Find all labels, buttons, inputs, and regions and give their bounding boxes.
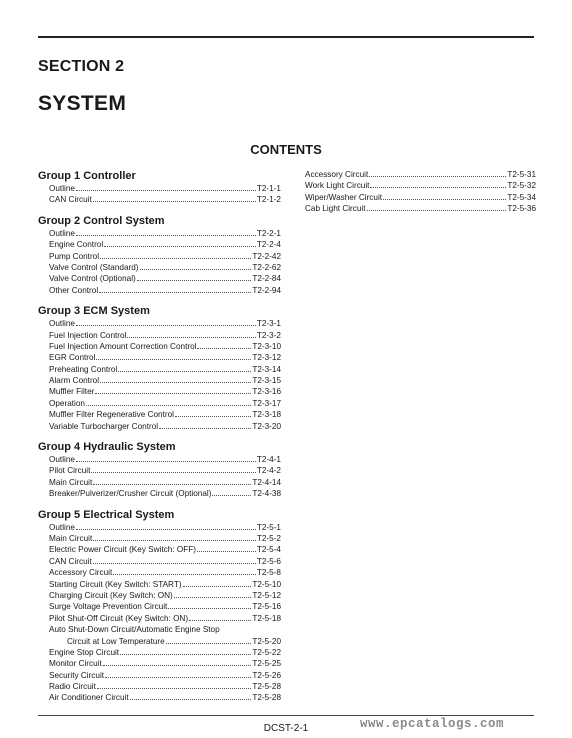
- dot-leader: [367, 203, 507, 211]
- toc-entry-label: Accessory Circuit: [305, 170, 369, 179]
- toc-entry[interactable]: [38, 544, 281, 555]
- toc-entry-label: Air Conditioner Circuit: [49, 693, 129, 703]
- toc-entry-label: Radio Circuit: [49, 682, 96, 692]
- dot-leader: [118, 364, 251, 372]
- dot-leader: [197, 544, 256, 552]
- dot-leader: [100, 375, 251, 383]
- toc-entry[interactable]: [38, 239, 281, 250]
- toc-entry[interactable]: [38, 341, 281, 352]
- toc-entry-label: Valve Control (Optional): [49, 274, 136, 284]
- dot-leader: [127, 330, 256, 338]
- dot-leader: [103, 658, 252, 666]
- toc-entry[interactable]: [38, 556, 281, 567]
- toc-entry-page: T2-5-12: [252, 590, 281, 600]
- toc-entry-label: Electric Power Circuit (Key Switch: OFF): [49, 545, 196, 555]
- toc-entry-page: T2-5-28: [252, 682, 281, 692]
- dot-leader: [93, 533, 256, 541]
- toc-entry[interactable]: [38, 488, 281, 499]
- toc-entry-page: T2-1-2: [256, 195, 281, 205]
- toc-entry[interactable]: [38, 421, 281, 432]
- toc-entry-page: T2-5-26: [252, 670, 281, 680]
- toc-entry[interactable]: [38, 658, 281, 669]
- toc-entry[interactable]: [38, 454, 281, 465]
- toc-entry-label: Pump Control: [49, 251, 100, 261]
- dot-leader: [137, 273, 252, 281]
- toc-entry-page: T2-5-22: [252, 647, 281, 657]
- toc-entry[interactable]: [305, 192, 536, 203]
- toc-entry-label: Breaker/Pulverizer/Crusher Circuit (Optional): [49, 489, 212, 499]
- dot-leader: [95, 386, 251, 394]
- toc-group-title[interactable]: Group 5 Electrical System: [38, 508, 175, 521]
- toc-entry-page: T2-3-2: [256, 330, 281, 340]
- toc-entry[interactable]: [38, 465, 281, 476]
- dot-leader: [175, 409, 251, 417]
- dot-leader: [183, 579, 252, 587]
- toc-entry-page: T2-4-1: [256, 455, 281, 465]
- toc-entry-label: Outline: [49, 455, 75, 465]
- toc-entry[interactable]: [305, 203, 536, 214]
- toc-entry[interactable]: [38, 590, 281, 601]
- toc-group-title[interactable]: Group 3 ECM System: [38, 305, 150, 318]
- toc-entry-page: T2-3-17: [252, 398, 281, 408]
- dot-leader: [369, 169, 506, 177]
- toc-entry[interactable]: [38, 477, 281, 488]
- toc-entry-label: Pilot Circuit: [49, 466, 91, 476]
- dot-leader: [105, 670, 251, 678]
- toc-entry-page: T2-5-18: [252, 613, 281, 623]
- toc-entry[interactable]: [38, 409, 281, 420]
- toc-entry-label: Surge Voltage Prevention Circuit: [49, 602, 168, 612]
- toc-group-title[interactable]: Group 2 Control System: [38, 214, 165, 227]
- toc-left-column: [38, 169, 281, 704]
- toc-entry-label: Outline: [49, 522, 75, 532]
- toc-group-title[interactable]: Group 1 Controller: [38, 170, 136, 182]
- toc-entry-page: T2-2-84: [252, 274, 281, 284]
- toc-entry-label: Preheating Control: [49, 364, 118, 374]
- dot-leader: [93, 477, 251, 485]
- toc-entry-page: T2-2-4: [256, 240, 281, 250]
- toc-entry[interactable]: [38, 330, 281, 341]
- dot-leader: [113, 567, 256, 575]
- toc-entry[interactable]: [305, 180, 536, 191]
- dot-leader: [120, 647, 251, 655]
- toc-entry-label: Starting Circuit (Key Switch: START): [49, 579, 182, 589]
- toc-entry-label: Muffler Filter Regenerative Control: [49, 410, 174, 420]
- toc-entry-label: EGR Control: [49, 353, 96, 363]
- dot-leader: [100, 251, 251, 259]
- dot-leader: [166, 636, 252, 644]
- toc-entry-page: T2-5-16: [252, 602, 281, 612]
- contents-heading: CONTENTS: [250, 142, 322, 157]
- dot-leader: [370, 180, 506, 188]
- toc-entry-label: Monitor Circuit: [49, 659, 102, 669]
- toc-entry[interactable]: [38, 533, 281, 544]
- dot-leader: [97, 681, 251, 689]
- toc-entry-page: T2-4-38: [252, 489, 281, 499]
- dot-leader: [76, 318, 256, 326]
- toc-entry[interactable]: [38, 681, 281, 692]
- toc-entry-page: T2-3-15: [252, 376, 281, 386]
- toc-entry-label: Operation: [49, 398, 85, 408]
- dot-leader: [96, 352, 251, 360]
- top-rule: [38, 36, 534, 38]
- toc-group: [38, 440, 281, 500]
- toc-entry-label: CAN Circuit: [49, 195, 92, 205]
- toc-entry-label: Outline: [49, 184, 75, 193]
- dot-leader: [383, 192, 506, 200]
- dot-leader: [189, 613, 251, 621]
- dot-leader: [168, 601, 251, 609]
- toc-entry[interactable]: [38, 285, 281, 296]
- dot-leader: [159, 421, 251, 429]
- toc-entry-label: Charging Circuit (Key Switch: ON): [49, 590, 173, 600]
- toc-entry-label: Valve Control (Standard): [49, 262, 139, 272]
- toc-entry[interactable]: [38, 636, 281, 647]
- toc-entry-page: T2-2-42: [252, 251, 281, 261]
- toc-entry-page: T2-2-1: [256, 228, 281, 238]
- toc-entry-page: T2-2-94: [252, 285, 281, 295]
- toc-entry-page: T2-3-14: [252, 364, 281, 374]
- dot-leader: [212, 488, 251, 496]
- dot-leader: [130, 692, 252, 700]
- toc-entry-label: Outline: [49, 228, 75, 238]
- toc-entry[interactable]: [38, 692, 281, 703]
- toc-entry-label: Circuit at Low Temperature: [67, 636, 165, 646]
- toc-entry-label: Engine Stop Circuit: [49, 647, 120, 657]
- toc-group-title[interactable]: Group 4 Hydraulic System: [38, 441, 176, 454]
- toc-entry-page: T2-5-8: [256, 568, 281, 578]
- toc-entry-page: T2-3-20: [252, 421, 281, 431]
- toc-entry[interactable]: [38, 251, 281, 262]
- toc-entry-page: T2-5-2: [256, 533, 281, 543]
- toc-entry[interactable]: [38, 194, 281, 205]
- dot-leader: [76, 522, 256, 530]
- dot-leader: [76, 183, 256, 191]
- dot-leader: [174, 590, 252, 598]
- toc-entry[interactable]: [38, 318, 281, 329]
- watermark: www.epcatalogs.com: [360, 717, 505, 731]
- toc-entry-page: T2-3-18: [252, 410, 281, 420]
- toc-entry[interactable]: [38, 522, 281, 533]
- toc-entry-page: T2-5-34: [507, 192, 536, 202]
- toc-entry-page: T2-5-32: [507, 181, 536, 191]
- page-code: DCST-2-1: [263, 723, 309, 734]
- toc-entry[interactable]: [38, 601, 281, 612]
- toc-entry[interactable]: [38, 613, 281, 624]
- toc-entry-label: Muffler Filter: [49, 387, 95, 397]
- dot-leader: [104, 239, 256, 247]
- dot-leader: [86, 398, 251, 406]
- toc-entry-page: T2-5-10: [252, 579, 281, 589]
- toc-group: [38, 214, 281, 296]
- toc-entry-label: Pilot Shut-Off Circuit (Key Switch: ON): [49, 613, 189, 623]
- bottom-rule: [38, 715, 534, 716]
- toc-entry-label: Work Light Circuit: [305, 181, 370, 191]
- toc-group: [38, 169, 281, 206]
- toc-entry-label: Variable Turbocharger Control: [49, 421, 159, 431]
- toc-entry-label: Alarm Control: [49, 376, 100, 386]
- toc-entry[interactable]: [38, 567, 281, 578]
- toc-entry[interactable]: [38, 579, 281, 590]
- toc-entry-label: Fuel Injection Amount Correction Control: [49, 341, 197, 351]
- toc-entry[interactable]: [38, 647, 281, 658]
- toc-entry[interactable]: [38, 364, 281, 375]
- toc-entry-page: T2-5-25: [252, 659, 281, 669]
- section-heading: SECTION 2: [38, 58, 125, 75]
- toc-entry-page: T2-3-10: [252, 341, 281, 351]
- toc-entry[interactable]: [38, 273, 281, 284]
- toc-group: [38, 304, 281, 432]
- toc-entry[interactable]: [38, 624, 281, 635]
- toc-entry-label: Main Circuit: [49, 477, 93, 487]
- toc-entry-label: Auto Shut-Down Circuit/Automatic Engine Stop: [49, 625, 220, 635]
- toc-entry-label: Wiper/Washer Circuit: [305, 192, 383, 202]
- toc-entry-label: Accessory Circuit: [49, 568, 113, 578]
- toc-entry-page: T2-4-2: [256, 466, 281, 476]
- toc-group: [38, 508, 281, 704]
- dot-leader: [197, 341, 251, 349]
- toc-entry-label: Cab Light Circuit: [305, 204, 366, 214]
- dot-leader: [140, 262, 252, 270]
- dot-leader: [93, 194, 256, 202]
- dot-leader: [91, 465, 255, 473]
- toc-entry[interactable]: [38, 386, 281, 397]
- toc-entry[interactable]: [38, 262, 281, 273]
- toc-entry-label: CAN Circuit: [49, 556, 92, 566]
- toc-entry-page: T2-4-14: [252, 477, 281, 487]
- dot-leader: [99, 285, 251, 293]
- toc-entry-page: T2-5-4: [256, 545, 281, 555]
- toc-entry-page: T2-3-1: [256, 319, 281, 329]
- toc-entry[interactable]: [38, 183, 281, 194]
- toc-entry-label: Fuel Injection Control: [49, 330, 127, 340]
- toc-entry[interactable]: [38, 398, 281, 409]
- toc-entry-label: Engine Control: [49, 240, 104, 250]
- toc-entry[interactable]: [305, 169, 536, 180]
- toc-entry-page: T2-5-28: [252, 693, 281, 703]
- toc-right-column: [305, 169, 536, 215]
- toc-entry[interactable]: [38, 670, 281, 681]
- toc-entry-page: T2-3-12: [252, 353, 281, 363]
- toc-entry-label: Outline: [49, 319, 75, 329]
- toc-entry-page: T2-5-6: [256, 556, 281, 566]
- toc-entry-label: Security Circuit: [49, 670, 105, 680]
- dot-leader: [76, 228, 256, 236]
- page-title: SYSTEM: [38, 92, 127, 115]
- toc-entry-page: T2-3-16: [252, 387, 281, 397]
- toc-entry-page: T2-2-62: [252, 262, 281, 272]
- toc-entry-page: T2-5-1: [256, 522, 281, 532]
- toc-entry-page: T2-5-20: [252, 636, 281, 646]
- toc-entry-page: T2-5-36: [507, 204, 536, 214]
- toc-entry[interactable]: [38, 228, 281, 239]
- toc-entry-page: T2-1-1: [256, 184, 281, 193]
- toc-entry[interactable]: [38, 375, 281, 386]
- toc-entry[interactable]: [38, 352, 281, 363]
- dot-leader: [76, 454, 256, 462]
- toc-entry-page: T2-5-31: [507, 170, 536, 179]
- dot-leader: [93, 556, 256, 564]
- toc-entry-label: Main Circuit: [49, 533, 93, 543]
- toc-entry-label: Other Control: [49, 285, 99, 295]
